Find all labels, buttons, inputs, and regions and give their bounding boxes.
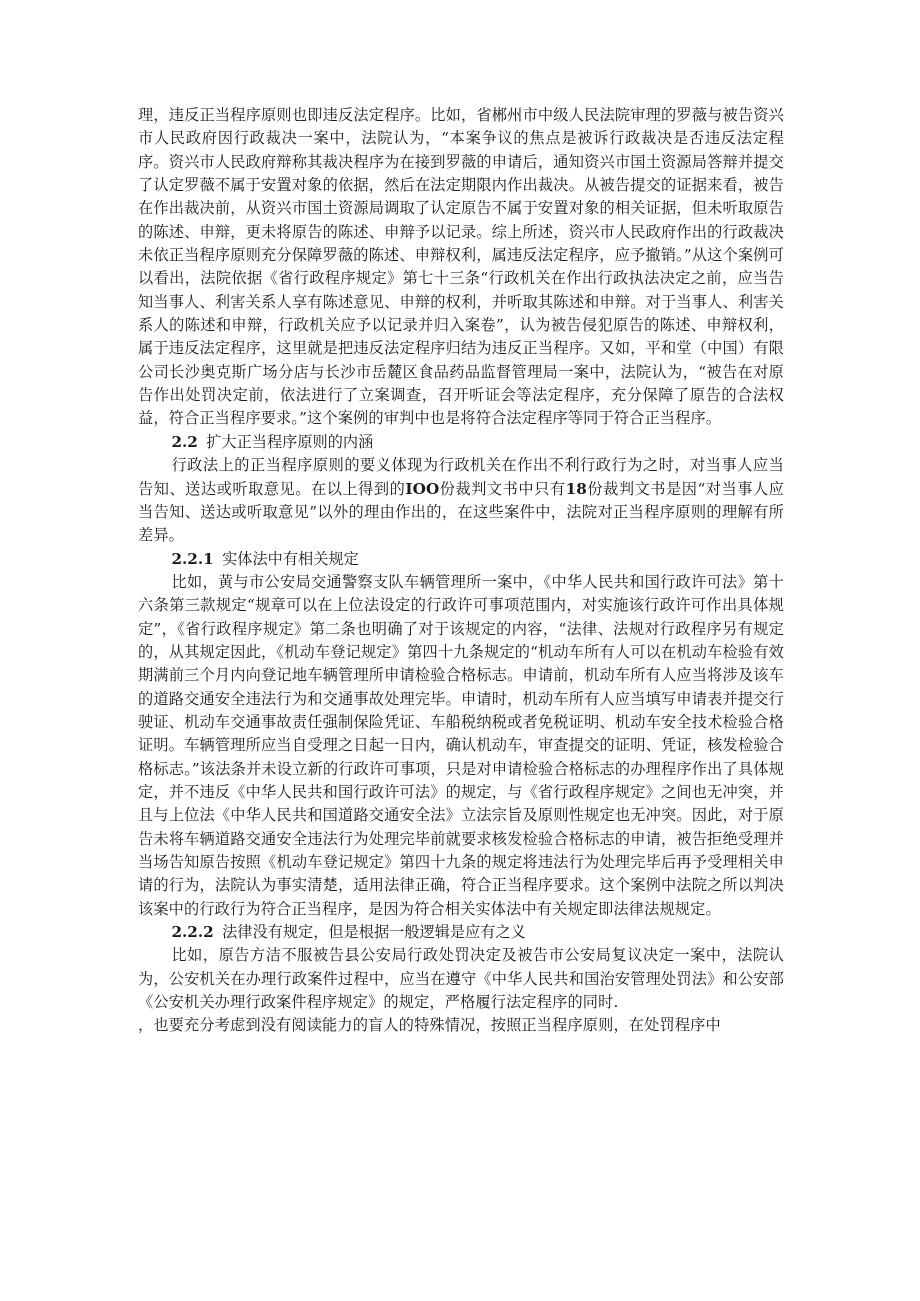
- section-heading-2-2: [138, 431, 784, 454]
- section-title: 扩大正当程序原则的内涵: [206, 432, 374, 451]
- section-heading-2-2-1: [138, 548, 784, 571]
- body-paragraph-2: [138, 454, 784, 547]
- text-run: 份裁判文书是因“对当事人应当告知、送达或听取意见”以外的理由作出的，在这些案件中，法院对正当程序原则的理解有所差异。: [138, 479, 785, 545]
- body-paragraph-4: 比如，原告方洁不服被告县公安局行政处罚决定及被告市公安局复议决定一案中，法院认为，公安机关在办理行政案件过程中，应当在遵守《中华人民共和国治安管理处罚法》和公安部《公安机关办理行政案件程序规定》的规定，严格履行法定程序的同时.: [138, 946, 784, 1012]
- section-title: 实体法中有相关规定: [222, 549, 359, 568]
- text-run: 份裁判文书中只有: [439, 479, 566, 498]
- body-paragraph-5: ，也要充分考虑到没有阅读能力的盲人的特殊情况，按照正当程序原则，在处罚程序中: [138, 1016, 721, 1035]
- document-count: IOO: [405, 479, 440, 498]
- exception-count: 18: [565, 479, 587, 498]
- section-number: 2.2: [171, 432, 198, 451]
- section-number: 2.2.1: [171, 549, 214, 568]
- text-run: 行政法上的正当程序原则的要义体现为行政机关在作出不利行政行为之时，对当事人应当告知、送达或听取意见。在以上得到的: [138, 456, 784, 498]
- body-paragraph-1: 理，违反正当程序原则也即违反法定程序。比如，省郴州市中级人民法院审理的罗薇与被告资兴市人民政府因行政裁决一案中，法院认为，“本案争议的焦点是被诉行政裁决是否违反法定程序。资兴市人民政府辩称其裁决程序为在接到罗薇的申请后，通知资兴市国土资源局答辩并提交了认定罗薇不属于安置对象的依据，然后在法定期限内作出裁决。从被告提交的证据来看，被告在作出裁决前，从资兴市国土资源局调取了认定原告不属于安置对象的相关证据，但未听取原告的陈述、申辩，更未将原告的陈述、申辩予以记录。综上所述，资兴市人民政府作出的行政裁决未依正当程序原则充分保障罗薇的陈述、申辩权利，属违反法定程序，应予撤销。”从这个案例可以看出，法院依据《省行政程序规定》第七十三条“行政机关在作出行政执法决定之前，应当告知当事人、利害关系人享有陈述意见、申辩的权利，并听取其陈述和申辩。对于当事人、利害关系人的陈述和申辩，行政机关应予以记录并归入案卷”，认为被告侵犯原告的陈述、申辩权利，属于违反法定程序，这里就是把违反法定程序归结为违反正当程序。又如，平和堂（中国）有限公司长沙奥克斯广场分店与长沙市岳麓区食品药品监督管理局一案中，法院认为，“被告在对原告作出处罚决定前，依法进行了立案调查，召开听证会等法定程序，充分保障了原告的合法权益，符合正当程序要求。”这个案例的审判中也是将符合法定程序等同于符合正当程序。: [138, 106, 784, 428]
- body-paragraph-3: 比如，黄与市公安局交通警察支队车辆管理所一案中，《中华人民共和国行政许可法》第十六条第三款规定“规章可以在上位法设定的行政许可事项范围内，对实施该行政许可作出具体规定”，《省行政程序规定》第二条也明确了对于该规定的内容，“法律、法规对行政程序另有规定的，从其规定因此，《机动车登记规定》第四十九条规定的“机动车所有人可以在机动车检验有效期满前三个月内向登记地车辆管理所申请检验合格标志。申请前，机动车所有人应当将涉及该车的道路交通安全违法行为和交通事故处理完毕。申请时，机动车所有人应当填写申请表并提交行驶证、机动车交通事故责任强制保险凭证、车船税纳税或者免税证明、机动车安全技术检验合格证明。车辆管理所应当自受理之日起一日内，确认机动车，审查提交的证明、凭证，核发检验合格标志。”该法条并未设立新的行政许可事项，只是对申请检验合格标志的办理程序作出了具体规定，并不违反《中华人民共和国行政许可法》的规定，与《省行政程序规定》之间也无冲突，并且与上位法《中华人民共和国道路交通安全法》立法宗旨及原则性规定也无冲突。因此，对于原告未将车辆道路交通安全违法行为处理完毕前就要求核发检验合格标志的申请，被告拒绝受理并当场告知原告按照《机动车登记规定》第四十九条的规定将违法行为处理完毕后再予受理相关申请的行为，法院认为事实清楚，适用法律正确，符合正当程序要求。这个案例中法院之所以判决该案中的行政行为符合正当程序，是因为符合相关实体法中有关规定即法律法规规定。: [138, 572, 784, 918]
- section-heading-2-2-2: [138, 921, 784, 944]
- section-title: 法律没有规定，但是根据一般逻辑是应有之义: [222, 923, 526, 942]
- document-page: [138, 104, 784, 1038]
- section-number: 2.2.2: [171, 923, 214, 942]
